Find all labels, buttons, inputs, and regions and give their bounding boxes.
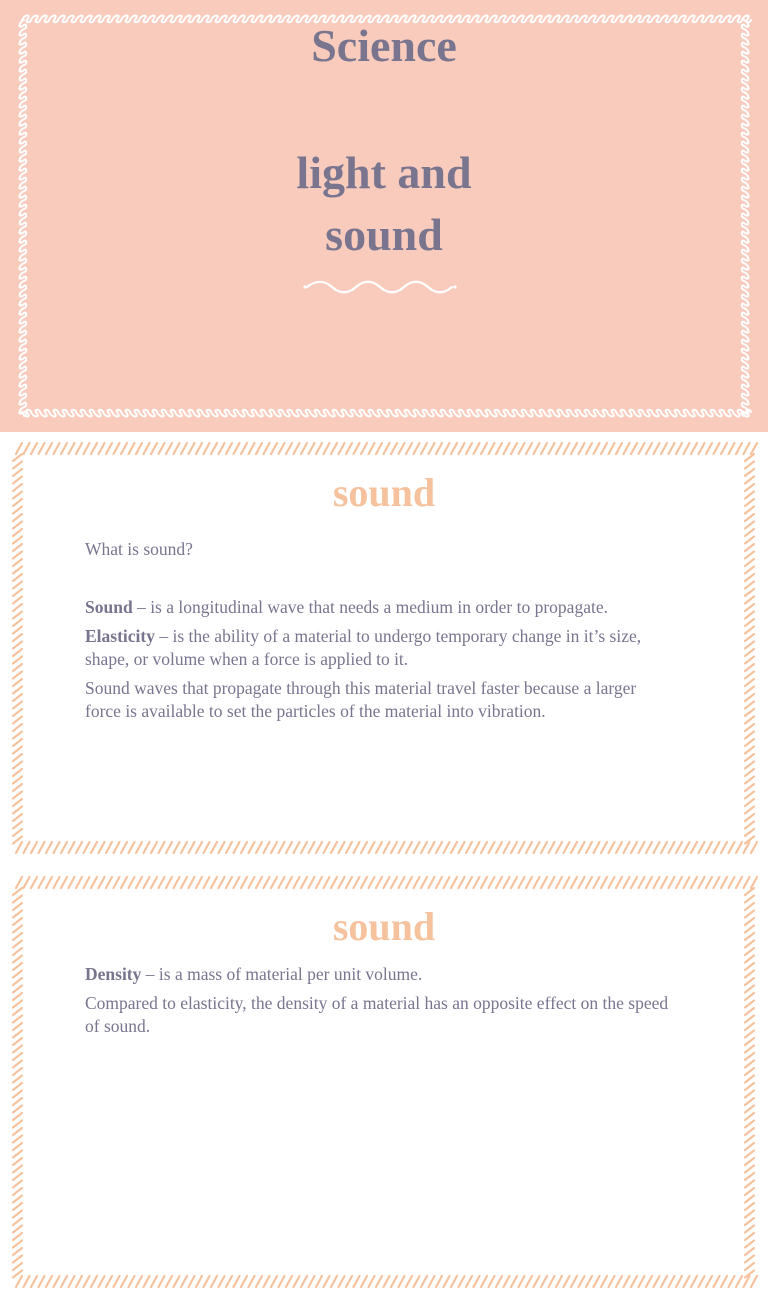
sound-definition [85,596,675,619]
sound-slide-2 [0,866,768,1298]
elasticity-definition [85,625,675,671]
density-term: Density [85,964,142,984]
slide-topic-title [0,142,768,266]
squiggle-divider [302,276,458,298]
slide-heading: sound [332,470,436,515]
elasticity-def-text: – is the ability of a material to undergo temporary change in it’s size, shape, or volume when a force is applied to it. [85,626,642,669]
slide-subject-title: Science [311,20,457,71]
title-slide [0,0,768,432]
elasticity-term: Elasticity [85,626,155,646]
slide-heading: sound [332,904,436,949]
density-definition [85,963,675,986]
question-text: What is sound? [85,539,193,559]
density-paragraph: Compared to elasticity, the density of a material has an opposite effect on the speed of sound. [85,993,669,1036]
sound-slide-1 [0,432,768,864]
density-def-text: – is a mass of material per unit volume. [141,964,423,984]
sound-def-text: – is a longitudinal wave that needs a medium in order to propagate. [132,597,608,617]
slide-body [85,963,675,1038]
sound-waves-paragraph: Sound waves that propagate through this material travel faster because a larger force is available to set the particles of the material into vibration. [85,678,637,721]
sound-term: Sound [85,597,133,617]
slide-body [85,538,675,723]
topic-line-2: sound [325,209,443,260]
topic-line-1: light and [296,147,472,198]
